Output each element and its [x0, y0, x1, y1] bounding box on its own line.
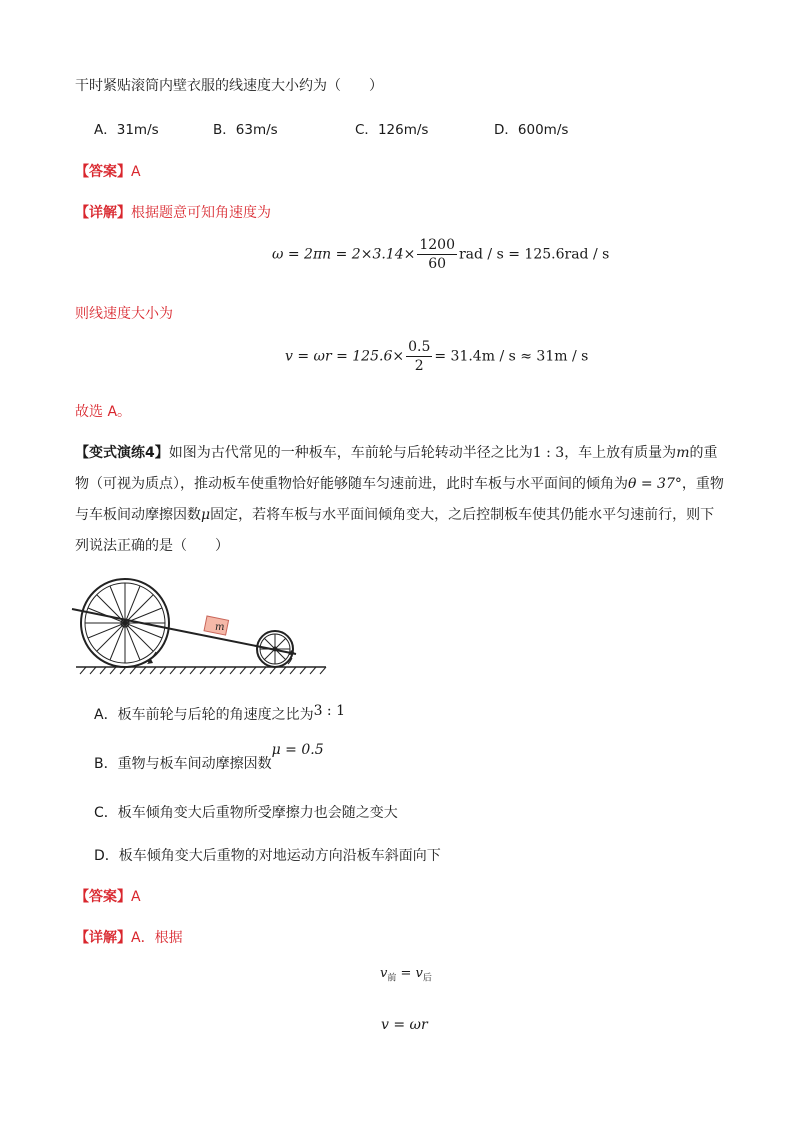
q2-option-c: C．板车倾角变大后重物所受摩擦力也会随之变大	[94, 805, 398, 821]
option-d: D．600m/s	[494, 122, 569, 138]
q2-option-b: B．重物与板车间动摩擦因数μ = 0.5	[94, 742, 324, 772]
q2-detail-line: 【详解】A．根据	[75, 930, 183, 946]
equation-v-omega-r: v = ωr	[381, 1017, 428, 1033]
question-stem-tail: 干时紧贴滚筒内壁衣服的线速度大小约为（ ）	[75, 78, 383, 94]
equation-linear-velocity: v = ωr = 125.6× $\frac{0.5}{2}$ = 31.4m / s ≈ 31m / s	[285, 339, 589, 374]
cart-figure	[70, 578, 330, 676]
rotation-arrow-icon	[148, 652, 156, 662]
answer-line: 【答案】A	[75, 164, 141, 180]
question2-line3: 与车板间动摩擦因数μ固定，若将车板与水平面间倾角变大，之后控制板车使其仍能水平匀速前行，则下	[75, 507, 715, 523]
cart-board	[72, 609, 296, 654]
equation-speed-equal: $v_前 = v_后$	[380, 966, 432, 984]
rear-wheel	[81, 579, 169, 667]
option-c: C．126m/s	[355, 122, 429, 138]
question2-line1: 【变式演练4】如图为古代常见的一种板车，车前轮与后轮转动半径之比为1 : 3，车上放有质量为m的重	[75, 445, 718, 461]
equation-angular-velocity: ω = 2πn = 2×3.14× $\frac{1200}{60}$ rad / s = 125.6rad / s	[272, 237, 610, 272]
detail-mid: 则线速度大小为	[75, 306, 173, 322]
q2-option-d: D．板车倾角变大后重物的对地运动方向沿板车斜面向下	[94, 848, 441, 864]
question2-line2: 物（可视为质点），推动板车使重物恰好能够随车匀速前进，此时车板与水平面间的倾角为θ = 37°，重物	[75, 476, 724, 492]
option-a: A．31m/s	[94, 122, 159, 138]
ground-hatch	[80, 667, 326, 674]
q2-option-a: A．板车前轮与后轮的角速度之比为3 : 1	[94, 703, 346, 723]
option-b: B．63m/s	[213, 122, 278, 138]
detail-intro: 【详解】根据题意可知角速度为	[75, 205, 271, 221]
conclusion: 故选 A。	[75, 404, 132, 420]
q2-answer-line: 【答案】A	[75, 889, 141, 905]
mass-label: m	[215, 622, 225, 633]
question2-line4: 列说法正确的是（ ）	[75, 538, 229, 554]
